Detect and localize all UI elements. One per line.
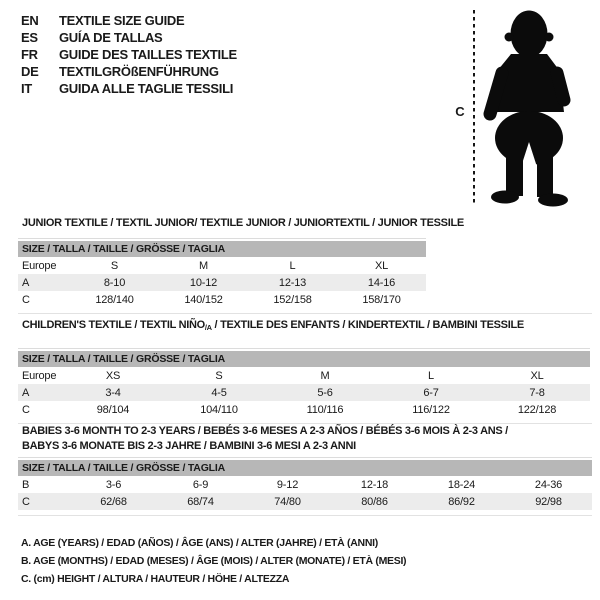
size-cell: M	[199, 259, 208, 272]
value-cell: 104/110	[200, 403, 238, 416]
value-cell: 140/152	[184, 293, 223, 306]
language-code: IT	[21, 81, 32, 96]
value-cell: 86/92	[418, 493, 505, 510]
value-cell: 4-5	[166, 384, 272, 401]
table-row-a	[18, 274, 426, 291]
table-row-europe	[18, 257, 426, 274]
legend-line-a: A. AGE (YEARS) / EDAD (AÑOS) / ÂGE (ANS) / ALTER (JAHRE) / ETÀ (ANNI)	[21, 537, 378, 549]
value-cell: 62/68	[70, 493, 157, 510]
legend-line-c: C. (cm) HEIGHT / ALTURA / HAUTEUR / HÖHE / ALTEZZA	[21, 573, 290, 585]
divider	[18, 348, 590, 349]
table-row-c	[18, 493, 592, 510]
row-label: B	[22, 478, 30, 491]
children-size-table	[18, 367, 590, 418]
value-cell: 6-9	[192, 478, 209, 491]
babies-section-title-line1: BABIES 3-6 MONTH TO 2-3 YEARS / BEBÉS 3-6 MESES A 2-3 AÑOS / BÉBÉS 3-6 MOIS À 2-3 ANS /	[22, 425, 508, 437]
size-cell: XL	[530, 369, 544, 382]
row-label: Europe	[22, 259, 57, 272]
value-cell: 10-12	[159, 274, 248, 291]
value-cell: 74/80	[244, 493, 331, 510]
value-cell: 152/158	[273, 293, 312, 306]
junior-size-table	[18, 257, 426, 308]
section-babies	[18, 424, 592, 516]
language-row-en	[21, 12, 237, 29]
size-cell: L	[289, 259, 296, 272]
value-cell: 3-4	[60, 384, 166, 401]
value-cell: 158/170	[362, 293, 401, 306]
size-cell: XL	[374, 259, 389, 272]
legend	[21, 534, 406, 588]
junior-size-header-bar: SIZE / TALLA / TAILLE / GRÖSSE / TAGLIA	[18, 241, 426, 257]
value-cell: 24-36	[534, 478, 563, 491]
babies-section-title-line2: BABYS 3-6 MONATE BIS 2-3 JAHRE / BAMBINI 3-6 MESI A 2-3 ANNI	[22, 440, 356, 452]
children-section-title	[22, 318, 592, 335]
language-code: DE	[21, 64, 39, 79]
size-cell: M	[320, 369, 330, 382]
babies-size-table	[18, 476, 592, 510]
language-code: EN	[21, 13, 39, 28]
junior-section-title: JUNIOR TEXTILE / TEXTIL JUNIOR/ TEXTILE JUNIOR / JUNIORTEXTIL / JUNIOR TESSILE	[22, 217, 464, 229]
size-cell: L	[428, 369, 434, 382]
language-code: FR	[21, 47, 38, 62]
value-cell: 3-6	[105, 478, 122, 491]
value-cell: 12-13	[248, 274, 337, 291]
language-row-es	[21, 29, 237, 46]
language-header	[21, 12, 237, 97]
value-cell: 8-10	[70, 274, 159, 291]
baby-figure	[450, 0, 600, 215]
size-cell: S	[215, 369, 223, 382]
dimension-label-c: C	[455, 104, 465, 119]
divider	[18, 313, 592, 314]
language-row-de	[21, 63, 237, 80]
divider	[18, 238, 426, 239]
divider	[18, 457, 592, 458]
value-cell: 7-8	[484, 384, 590, 401]
section-junior	[18, 216, 592, 314]
language-label: TEXTILGRÖßENFÜHRUNG	[59, 64, 219, 79]
table-row-c	[18, 401, 590, 418]
value-cell: 98/104	[96, 403, 130, 416]
row-label: Europe	[22, 369, 57, 382]
language-label: GUÍA DE TALLAS	[59, 30, 163, 45]
row-label: C	[22, 403, 30, 416]
table-row-b	[18, 476, 592, 493]
baby-silhouette-icon	[450, 0, 600, 215]
value-cell: 9-12	[276, 478, 299, 491]
value-cell: 128/140	[95, 293, 134, 306]
section-children	[18, 318, 592, 424]
table-row-a	[18, 384, 590, 401]
size-cell: S	[110, 259, 119, 272]
table-row-europe	[18, 367, 590, 384]
title-subscript: /A	[204, 323, 212, 332]
language-label: GUIDE DES TAILLES TEXTILE	[59, 47, 237, 62]
divider	[18, 515, 592, 516]
title-text: CHILDREN'S TEXTILE / TEXTIL NIÑO	[22, 319, 205, 331]
value-cell: 6-7	[378, 384, 484, 401]
language-row-fr	[21, 46, 237, 63]
size-cell: XS	[105, 369, 121, 382]
legend-line-b: B. AGE (MONTHS) / EDAD (MESES) / ÂGE (MOIS) / ALTER (MONATE) / ETÀ (MESI)	[21, 555, 407, 567]
language-label: GUIDA ALLE TAGLIE TESSILI	[59, 81, 234, 96]
table-row-c	[18, 291, 426, 308]
value-cell: 68/74	[157, 493, 244, 510]
row-label: C	[22, 293, 30, 306]
value-cell: 122/128	[517, 403, 557, 416]
language-label: TEXTILE SIZE GUIDE	[59, 13, 185, 28]
language-row-it	[21, 80, 237, 97]
value-cell: 80/86	[331, 493, 418, 510]
value-cell: 12-18	[360, 478, 389, 491]
row-label: A	[18, 384, 60, 401]
language-code: ES	[21, 30, 38, 45]
value-cell: 14-16	[337, 274, 426, 291]
title-text: / TEXTILE DES ENFANTS / KINDERTEXTIL / BAMBINI TESSILE	[211, 319, 524, 331]
value-cell: 116/122	[412, 403, 450, 416]
children-size-header-bar: SIZE / TALLA / TAILLE / GRÖSSE / TAGLIA	[18, 351, 590, 367]
babies-size-header-bar: SIZE / TALLA / TAILLE / GRÖSSE / TAGLIA	[18, 460, 592, 476]
value-cell: 92/98	[505, 493, 592, 510]
baby-silhouette	[490, 11, 568, 207]
value-cell: 18-24	[447, 478, 476, 491]
value-cell: 5-6	[272, 384, 378, 401]
row-label: C	[18, 493, 70, 510]
value-cell: 110/116	[306, 403, 344, 416]
row-label: A	[18, 274, 70, 291]
